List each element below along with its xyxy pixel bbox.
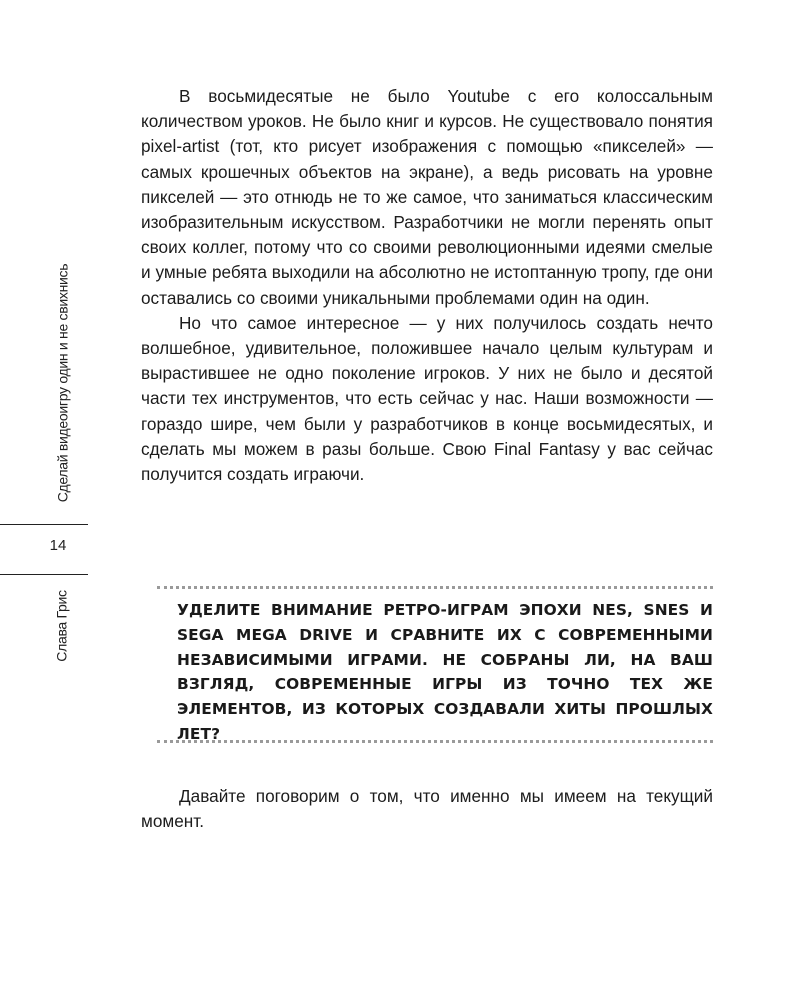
exercise-callout (157, 586, 713, 744)
paragraph: Но что самое интересное — у них получилось создать нечто волшебное, удивительное, положившее начало целым культурам и вырастившее не одно поколение игроков. У них не было и десятой части тех инструментов, что есть сейчас у нас. Наши возможности — гораздо шире, чем были у разработчиков в конце восьмидесятых, и сделать мы можем в разы больше. Свою Final Fantasy у вас сейчас получится создать играючи. (141, 312, 713, 485)
exercise-text: УДЕЛИТЕ ВНИМАНИЕ РЕТРО-ИГРАМ ЭПОХИ NES, SNES И SEGA MEGA DRIVE И СРАВНИТЕ ИХ С СОВРЕМЕННЫМИ НЕЗАВИСИМЫМИ ИГРАМИ. НЕ СОБРАНЫ ЛИ, НА ВАШ ВЗГЛЯД, СОВРЕМЕННЫЕ ИГРЫ ИЗ ТОЧНО ТЕХ ЖЕ ЭЛЕМЕНТОВ, ИЗ КОТОРЫХ СОЗДАВАЛИ ХИТЫ ПРОШЛЫХ ЛЕТ? (177, 601, 713, 743)
main-text (141, 84, 713, 487)
running-header-book-title (50, 250, 74, 516)
page-number: 14 (49, 537, 67, 554)
header-divider-top (0, 524, 88, 525)
dotted-divider-top (157, 586, 713, 589)
header-divider-bottom (0, 574, 88, 575)
paragraph: В восьмидесятые не было Youtube с его колоссальным количеством уроков. Не было книг и курсов. Не существовало понятия pixel-artist (тот, кто рисует изображения с помощью «пикселей» — самых крошечных объектов на экране), а ведь рисовать на уровне пикселей — это отнюдь не то же самое, что заниматься классическим изобразительным искусством. Разработчики не могли перенять опыт своих коллег, потому что со своими революционными идеями смелые и умные ребята выходили на абсолютно не истоптанную тропу, где они оставались со своими уникальными проблемами один на один. (141, 86, 713, 308)
closing-paragraph: Давайте поговорим о том, что именно мы имеем на текущий момент. (141, 786, 713, 832)
book-title: Сделай видеоигру один и не свихнись (54, 263, 70, 503)
running-header-author (50, 582, 74, 670)
author-name: Слава Грис (54, 590, 70, 662)
dotted-divider-bottom (157, 740, 713, 743)
